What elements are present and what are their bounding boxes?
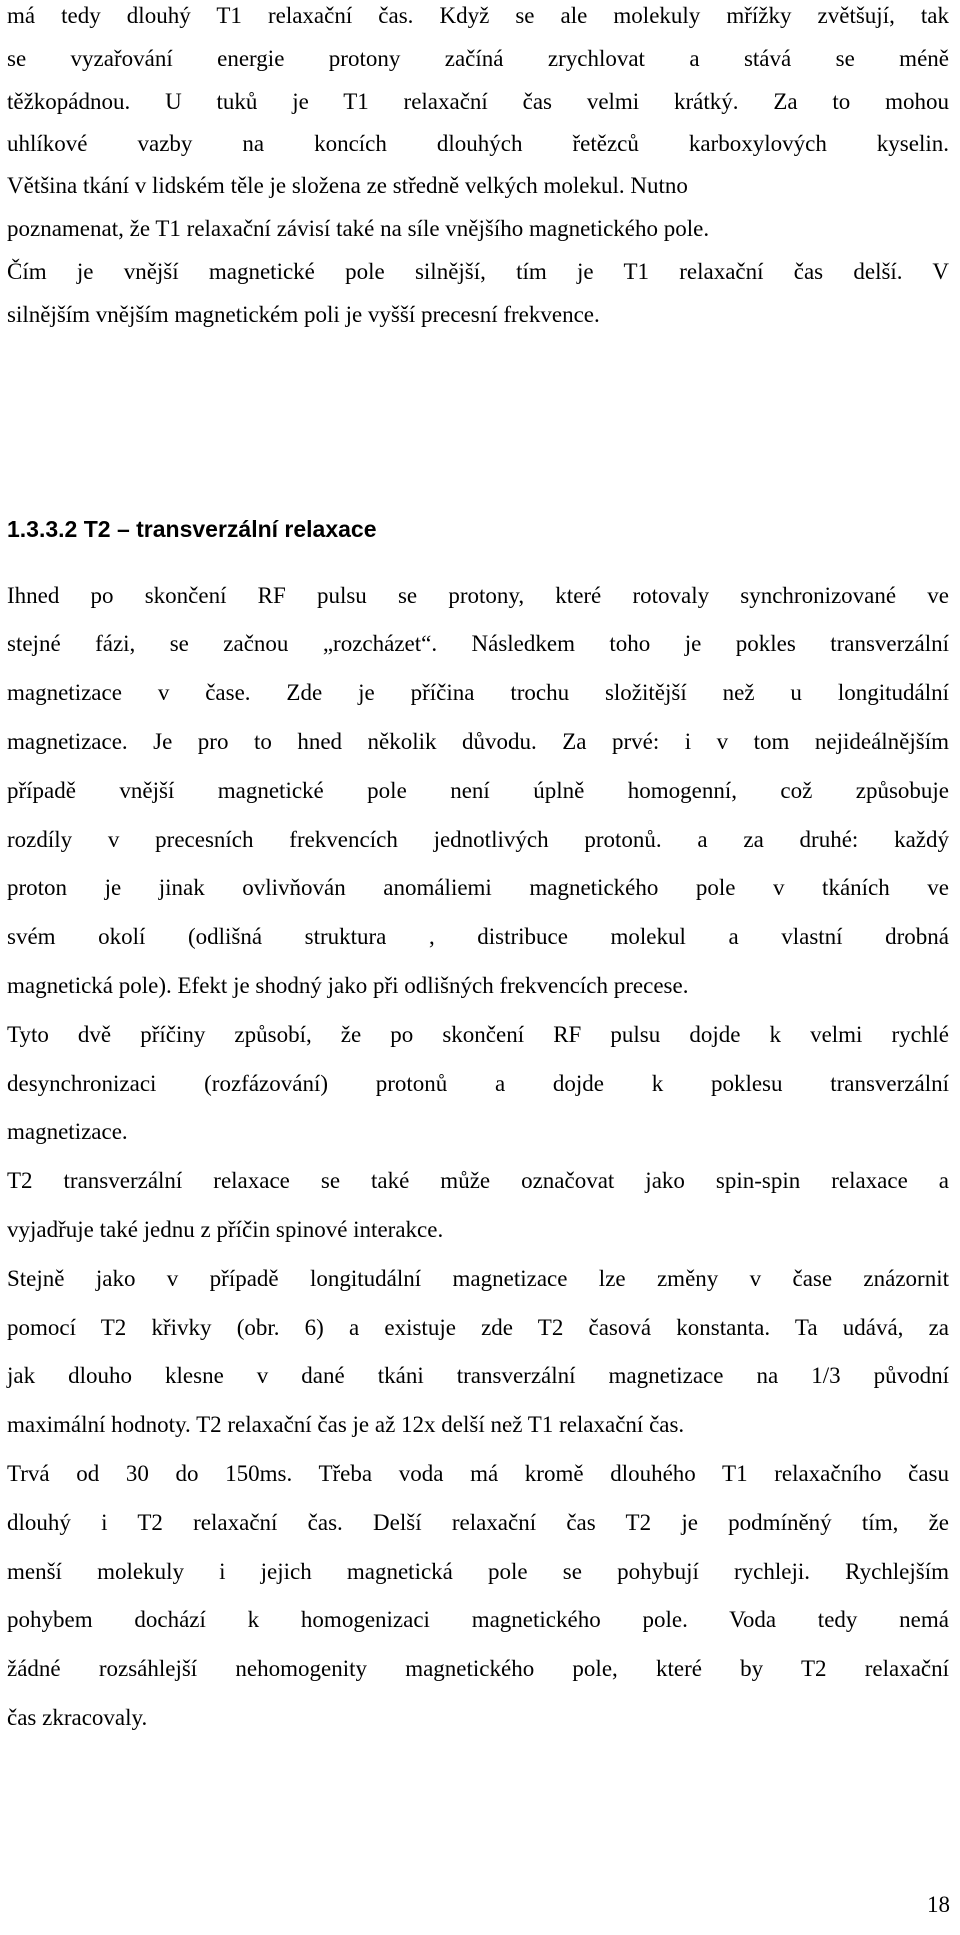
body-line: proton je jinak ovlivňován anomáliemi magnetického pole v tkáních ve bbox=[7, 875, 949, 900]
intro-line: Čím je vnější magnetické pole silnější, tím je T1 relaxační čas delší. V bbox=[7, 259, 949, 284]
intro-line: silnějším vnějším magnetickém poli je vyšší precesní frekvence. bbox=[7, 302, 600, 327]
body-line: čas zkracovaly. bbox=[7, 1705, 148, 1730]
body-line: Trvá od 30 do 150ms. Třeba voda má kromě dlouhého T1 relaxačního času bbox=[7, 1461, 949, 1486]
body-line: menší molekuly i jejich magnetická pole se pohybují rychleji. Rychlejším bbox=[7, 1559, 949, 1584]
body-line: T2 transverzální relaxace se také může označovat jako spin-spin relaxace a bbox=[7, 1168, 949, 1193]
body-line: jak dlouho klesne v dané tkáni transverzální magnetizace na 1/3 původní bbox=[7, 1363, 949, 1388]
intro-line: těžkopádnou. U tuků je T1 relaxační čas velmi krátký. Za to mohou bbox=[7, 89, 949, 114]
body-line: magnetizace. bbox=[7, 1119, 128, 1144]
body-line: žádné rozsáhlejší nehomogenity magnetického pole, které by T2 relaxační bbox=[7, 1656, 949, 1681]
body-line: magnetizace. Je pro to hned několik důvodu. Za prvé: i v tom nejideálnějším bbox=[7, 729, 949, 754]
body-line: Tyto dvě příčiny způsobí, že po skončení RF pulsu dojde k velmi rychlé bbox=[7, 1022, 949, 1047]
body-line: dlouhý i T2 relaxační čas. Delší relaxační čas T2 je podmíněný tím, že bbox=[7, 1510, 949, 1535]
body-line: pomocí T2 křivky (obr. 6) a existuje zde T2 časová konstanta. Ta udává, za bbox=[7, 1315, 949, 1340]
intro-line: uhlíkové vazby na koncích dlouhých řetězců karboxylových kyselin. bbox=[7, 131, 949, 156]
body-line: vyjadřuje také jednu z příčin spinové interakce. bbox=[7, 1217, 444, 1242]
body-line: desynchronizaci (rozfázování) protonů a dojde k poklesu transverzální bbox=[7, 1071, 949, 1096]
body-line: Stejně jako v případě longitudální magnetizace lze změny v čase znázornit bbox=[7, 1266, 949, 1291]
intro-line: poznamenat, že T1 relaxační závisí také na síle vnějšího magnetického pole. bbox=[7, 216, 710, 241]
intro-line: Většina tkání v lidském těle je složena ze středně velkých molekul. Nutno bbox=[7, 173, 688, 198]
body-line: magnetizace v čase. Zde je příčina trochu složitější než u longitudální bbox=[7, 680, 949, 705]
intro-line: má tedy dlouhý T1 relaxační čas. Když se ale molekuly mřížky zvětšují, tak bbox=[7, 3, 949, 28]
page-number: 18 bbox=[927, 1892, 950, 1917]
body-line: stejné fázi, se začnou „rozcházet“. Následkem toho je pokles transverzální bbox=[7, 631, 949, 656]
body-line: případě vnější magnetické pole není úplně homogenní, což způsobuje bbox=[7, 778, 949, 803]
body-line: svém okolí (odlišná struktura , distribuce molekul a vlastní drobná bbox=[7, 924, 949, 949]
body-line: Ihned po skončení RF pulsu se protony, které rotovaly synchronizované ve bbox=[7, 583, 949, 608]
intro-line: se vyzařování energie protony začíná zrychlovat a stává se méně bbox=[7, 46, 949, 71]
body-line: maximální hodnoty. T2 relaxační čas je až 12x delší než T1 relaxační čas. bbox=[7, 1412, 685, 1437]
section-heading: 1.3.3.2 T2 – transverzální relaxace bbox=[7, 516, 377, 542]
body-line: rozdíly v precesních frekvencích jednotlivých protonů. a za druhé: každý bbox=[7, 827, 949, 852]
body-line: magnetická pole). Efekt je shodný jako při odlišných frekvencích precese. bbox=[7, 973, 689, 998]
body-line: pohybem dochází k homogenizaci magnetického pole. Voda tedy nemá bbox=[7, 1607, 949, 1632]
